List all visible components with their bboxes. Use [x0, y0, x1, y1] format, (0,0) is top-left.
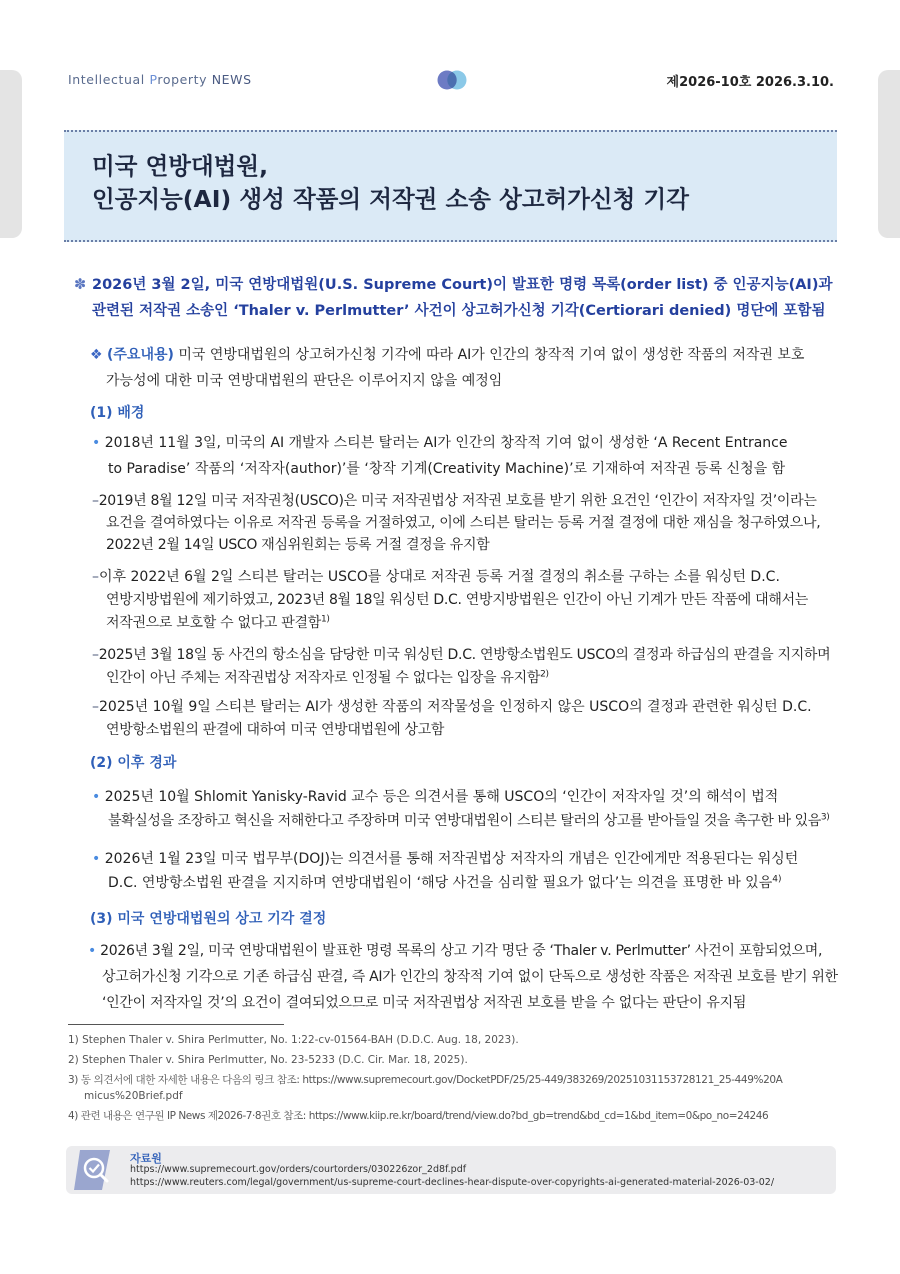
bullet-item — [92, 430, 787, 456]
footnote-4[interactable]: 4) 관련 내용은 연구원 IP News 제2026-7·8권호 참조: https://www.kiip.re.kr/board/trend/view.do?bd_gb=trend&bd_cd=1&bd_item=0&po_no=24246 — [68, 1110, 769, 1122]
footnote-divider — [68, 1024, 284, 1025]
dash-text: 2025년 3월 18일 동 사건의 항소심을 담당한 미국 워싱턴 D.C. 연방항소법원도 USCO의 결정과 하급심의 판결을 지지하며 — [98, 647, 831, 663]
issue-number-date: 제2026-10호 2026.3.10. — [666, 75, 834, 90]
bullet-text: 2025년 10월 Shlomit Yanisky-Ravid 교수 등은 의견서를 통해 USCO의 ‘인간이 저작자일 것’의 해석이 법적 — [104, 789, 779, 805]
dash-item-cont: 2022년 2월 14일 USCO 재심위원회는 등록 거절 결정을 유지함 — [106, 537, 490, 553]
bullet-text: 2018년 11월 3일, 미국의 AI 개발자 스티븐 탈러는 AI가 인간의 창작적 기여 없이 생성한 ‘A Recent Entrance — [104, 435, 788, 451]
footnote-2: 2) Stephen Thaler v. Shira Perlmutter, No. 23-5233 (D.C. Cir. Mar. 18, 2025). — [68, 1054, 468, 1066]
footnote-ref[interactable]: 4) — [772, 874, 782, 885]
newsletter-brand — [68, 72, 252, 87]
dash-mark: – — [92, 569, 99, 585]
dash-item-cont: 연방항소법원의 판결에 대하여 미국 연방대법원에 상고함 — [106, 722, 445, 738]
bullet-dot-icon: • — [92, 851, 101, 867]
magnifier-check-icon — [74, 1148, 118, 1192]
footnote-1: 1) Stephen Thaler v. Shira Perlmutter, No. 1:22-cv-01564-BAH (D.D.C. Aug. 18, 2023). — [68, 1034, 519, 1046]
dash-text: 저작권으로 보호할 수 없다고 판결함 — [106, 615, 321, 631]
source-box — [66, 1146, 836, 1194]
bullet-item-cont — [108, 808, 829, 834]
brand-text-2: roperty — [157, 72, 212, 87]
dash-mark: – — [92, 647, 99, 663]
main-point-line-2: 가능성에 대한 미국 연방대법원의 판단은 이루어지지 않을 예정임 — [106, 373, 503, 389]
dash-text: 2025년 10월 9일 스티븐 탈러는 AI가 생성한 작품의 저작물성을 인정하지 않은 USCO의 결정과 관련한 워싱턴 D.C. — [99, 699, 812, 715]
snowflake-icon: ✽ — [74, 277, 87, 293]
bullet-item-cont: ‘인간이 저작자일 것’의 요건이 결여되었으므로 미국 저작권법상 저작권 보호를 받을 수 없다는 판단이 유지됨 — [102, 995, 747, 1011]
brand-text-news: NEWS — [211, 72, 252, 87]
bullet-text: 불확실성을 조장하고 혁신을 저해한다고 주장하며 미국 연방대법원이 스티븐 탈러의 상고를 받아들일 것을 촉구한 바 있음 — [108, 813, 821, 829]
page-header — [68, 68, 834, 94]
section-heading-decision: (3) 미국 연방대법원의 상고 기각 결정 — [90, 911, 327, 927]
left-side-tab — [0, 70, 22, 238]
dash-mark: – — [92, 699, 99, 715]
bullet-dot-icon: • — [92, 435, 101, 451]
dash-mark: – — [92, 493, 99, 509]
source-link-2[interactable]: https://www.reuters.com/legal/government/us-supreme-court-declines-hear-dispute-over-copyrights-ai-generated-material-2026-03-02/ — [130, 1177, 775, 1188]
footnote-3[interactable]: 3) 동 의견서에 대한 자세한 내용은 다음의 링크 참조: https://www.supremecourt.gov/DocketPDF/25/25-449/383269/20251031153728121_25-449%20A — [68, 1074, 783, 1086]
dash-item-cont — [106, 610, 330, 636]
bullet-dot-icon: • — [92, 789, 101, 805]
diamond-bullet-icon: ❖ — [90, 347, 103, 363]
dash-text: 2019년 8월 12일 미국 저작권청(USCO)은 미국 저작권법상 저작권 보호를 받기 위한 요건인 ‘인간이 저작자일 것’이라는 — [98, 493, 817, 509]
main-point-label: (주요내용) — [107, 347, 174, 363]
footnote-ref[interactable]: 3) — [820, 812, 830, 823]
brand-text-1: Intellectual — [68, 72, 150, 87]
page-title-line-2: 인공지능(AI) 생성 작품의 저작권 소송 상고허가신청 기각 — [92, 185, 689, 213]
main-point-line-1 — [90, 342, 804, 368]
dash-item-cont: 요건을 결여하였다는 이유로 저작권 등록을 거절하였고, 이에 스티븐 탈러는 등록 거절 결정에 대한 재심을 청구하였으나, — [106, 515, 821, 531]
section-heading-progress: (2) 이후 경과 — [90, 755, 177, 771]
bullet-text: 2026년 1월 23일 미국 법무부(DOJ)는 의견서를 통해 저작권법상 저작자의 개념은 인간에게만 적용된다는 워싱턴 — [104, 851, 799, 867]
source-link-1[interactable]: https://www.supremecourt.gov/orders/courtorders/030226zor_2d8f.pdf — [130, 1164, 467, 1175]
right-side-tab — [878, 70, 900, 238]
main-point-text-1: 미국 연방대법원의 상고허가신청 기각에 따라 AI가 인간의 창작적 기여 없이 생성한 작품의 저작권 보호 — [173, 347, 805, 363]
dash-item-cont — [106, 665, 549, 691]
footnote-3-cont[interactable]: micus%20Brief.pdf — [84, 1090, 183, 1102]
brand-text-p: P — [149, 72, 158, 87]
footnote-ref[interactable]: 1) — [320, 614, 330, 625]
bullet-item — [88, 938, 822, 964]
title-box — [64, 130, 837, 242]
source-label: 자료원 — [130, 1152, 162, 1165]
bullet-text: D.C. 연방항소법원 판결을 지지하며 연방대법원이 ‘해당 사건을 심리할 필요가 없다’는 의견을 표명한 바 있음 — [108, 875, 773, 891]
footnote-ref[interactable]: 2) — [540, 669, 549, 680]
bullet-item-cont: 상고허가신청 기각으로 기존 하급심 판결, 즉 AI가 인간의 창작적 기여 없이 단독으로 생성한 작품은 저작권 보호를 받기 위한 — [102, 969, 838, 985]
section-heading-background: (1) 배경 — [90, 405, 145, 421]
bullet-item — [92, 846, 798, 872]
bullet-text: 2026년 3월 2일, 미국 연방대법원이 발표한 명령 목록의 상고 기각 명단 중 ‘Thaler v. Perlmutter’ 사건이 포함되었으며, — [100, 943, 823, 959]
lead-summary — [74, 272, 844, 328]
lead-line-2: 관련된 저작권 소송인 ‘Thaler v. Perlmutter’ 사건이 상고허가신청 기각(Certiorari denied) 명단에 포함됨 — [92, 303, 826, 319]
lead-line-1: 2026년 3월 2일, 미국 연방대법원(U.S. Supreme Court)이 발표한 명령 목록(order list) 중 인공지능(AI)과 — [92, 277, 833, 293]
dash-text: 이후 2022년 6월 2일 스티븐 탈러는 USCO를 상대로 저작권 등록 거절 결정의 취소를 구하는 소를 워싱턴 D.C. — [99, 569, 780, 585]
logo-circles-icon — [434, 69, 470, 91]
dash-text: 인간이 아닌 주체는 저작권법상 저작자로 인정될 수 없다는 입장을 유지함 — [106, 670, 541, 686]
bullet-item-cont: to Paradise’ 작품의 ‘저작자(author)’를 ‘창작 기계(Creativity Machine)’로 기재하여 저작권 등록 신청을 함 — [108, 461, 786, 477]
bullet-dot-icon: • — [88, 943, 96, 959]
bullet-item-cont — [108, 870, 781, 896]
dash-item-cont: 연방지방법원에 제기하였고, 2023년 8월 18일 워싱턴 D.C. 연방지방법원은 인간이 아닌 기계가 만든 작품에 대해서는 — [106, 592, 809, 608]
bullet-item — [92, 784, 778, 810]
page-title-line-1: 미국 연방대법원, — [92, 152, 269, 180]
